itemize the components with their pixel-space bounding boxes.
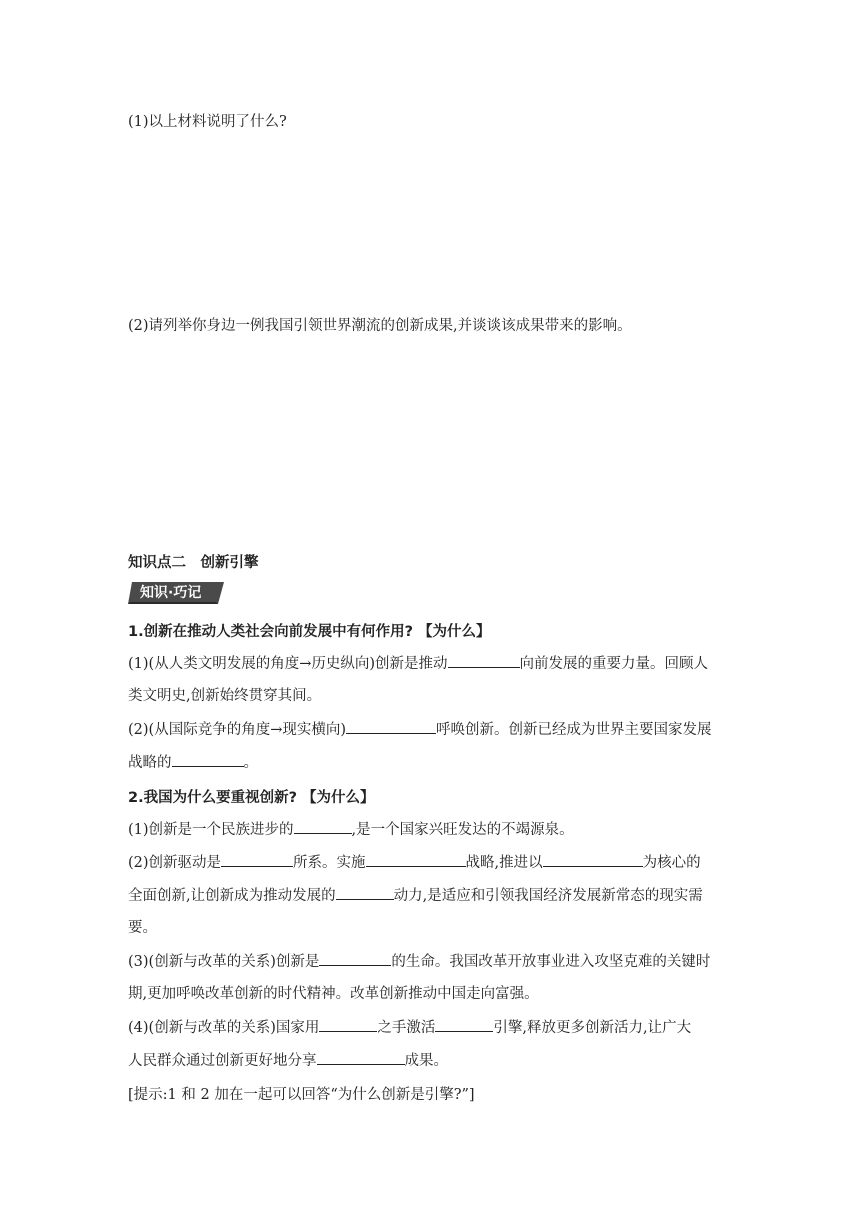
para-1-line-1: (1)(从人类文明发展的角度→历史纵向)创新是推动 向前发展的重要力量。回顾人 (128, 653, 708, 674)
fill-blank[interactable] (336, 885, 394, 900)
fill-blank[interactable] (319, 951, 391, 966)
para-4-line-1: (2)创新驱动是 所系。实施 战略,推进以 为核心的 (128, 852, 701, 873)
fill-blank[interactable] (448, 653, 520, 668)
para-2-line-2: 战略的 。 (128, 752, 258, 773)
hint: [提示:1 和 2 加在一起可以回答“为什么创新是引擎?”] (128, 1087, 475, 1103)
question-2: (2)请列举你身边一例我国引领世界潮流的创新成果,并谈谈该成果带来的影响。 (128, 318, 632, 334)
fill-blank[interactable] (366, 852, 466, 867)
para-3: (1)创新是一个民族进步的 ,是一个国家兴旺发达的不竭源泉。 (128, 819, 574, 840)
fill-blank[interactable] (319, 1017, 377, 1032)
fill-blank[interactable] (317, 1050, 405, 1065)
section-title: 知识点二 创新引擎 (128, 555, 259, 571)
fill-blank[interactable] (346, 719, 436, 734)
heading-2: 2.我国为什么要重视创新? 【为什么】 (128, 790, 375, 806)
fill-blank[interactable] (221, 852, 293, 867)
para-2-line-1: (2)(从国际竞争的角度→现实横向) 呼唤创新。创新已经成为世界主要国家发展 (128, 719, 712, 740)
fill-blank[interactable] (543, 852, 643, 867)
badge-label: 知识·巧记 (140, 585, 202, 601)
heading-1: 1.创新在推动人类社会向前发展中有何作用? 【为什么】 (128, 624, 491, 640)
para-5-line-2: 期,更加呼唤改革创新的时代精神。改革创新推动中国走向富强。 (128, 986, 539, 1002)
section-badge (128, 582, 224, 604)
para-4-line-3: 要。 (128, 920, 157, 936)
fill-blank[interactable] (294, 819, 352, 834)
para-5-line-1: (3)(创新与改革的关系)创新是 的生命。我国改革开放事业进入攻坚克难的关键时 (128, 951, 710, 972)
para-6-line-2: 人民群众通过创新更好地分享 成果。 (128, 1050, 448, 1071)
fill-blank[interactable] (435, 1017, 493, 1032)
para-1-line-2: 类文明史,创新始终贯穿其间。 (128, 688, 322, 704)
para-6-line-1: (4)(创新与改革的关系)国家用 之手激活 引擎,释放更多创新活力,让广大 (128, 1017, 691, 1038)
question-1: (1)以上材料说明了什么? (128, 114, 287, 130)
para-4-line-2: 全面创新,让创新成为推动发展的 动力,是适应和引领我国经济发展新常态的现实需 (128, 885, 703, 906)
fill-blank[interactable] (172, 752, 244, 767)
